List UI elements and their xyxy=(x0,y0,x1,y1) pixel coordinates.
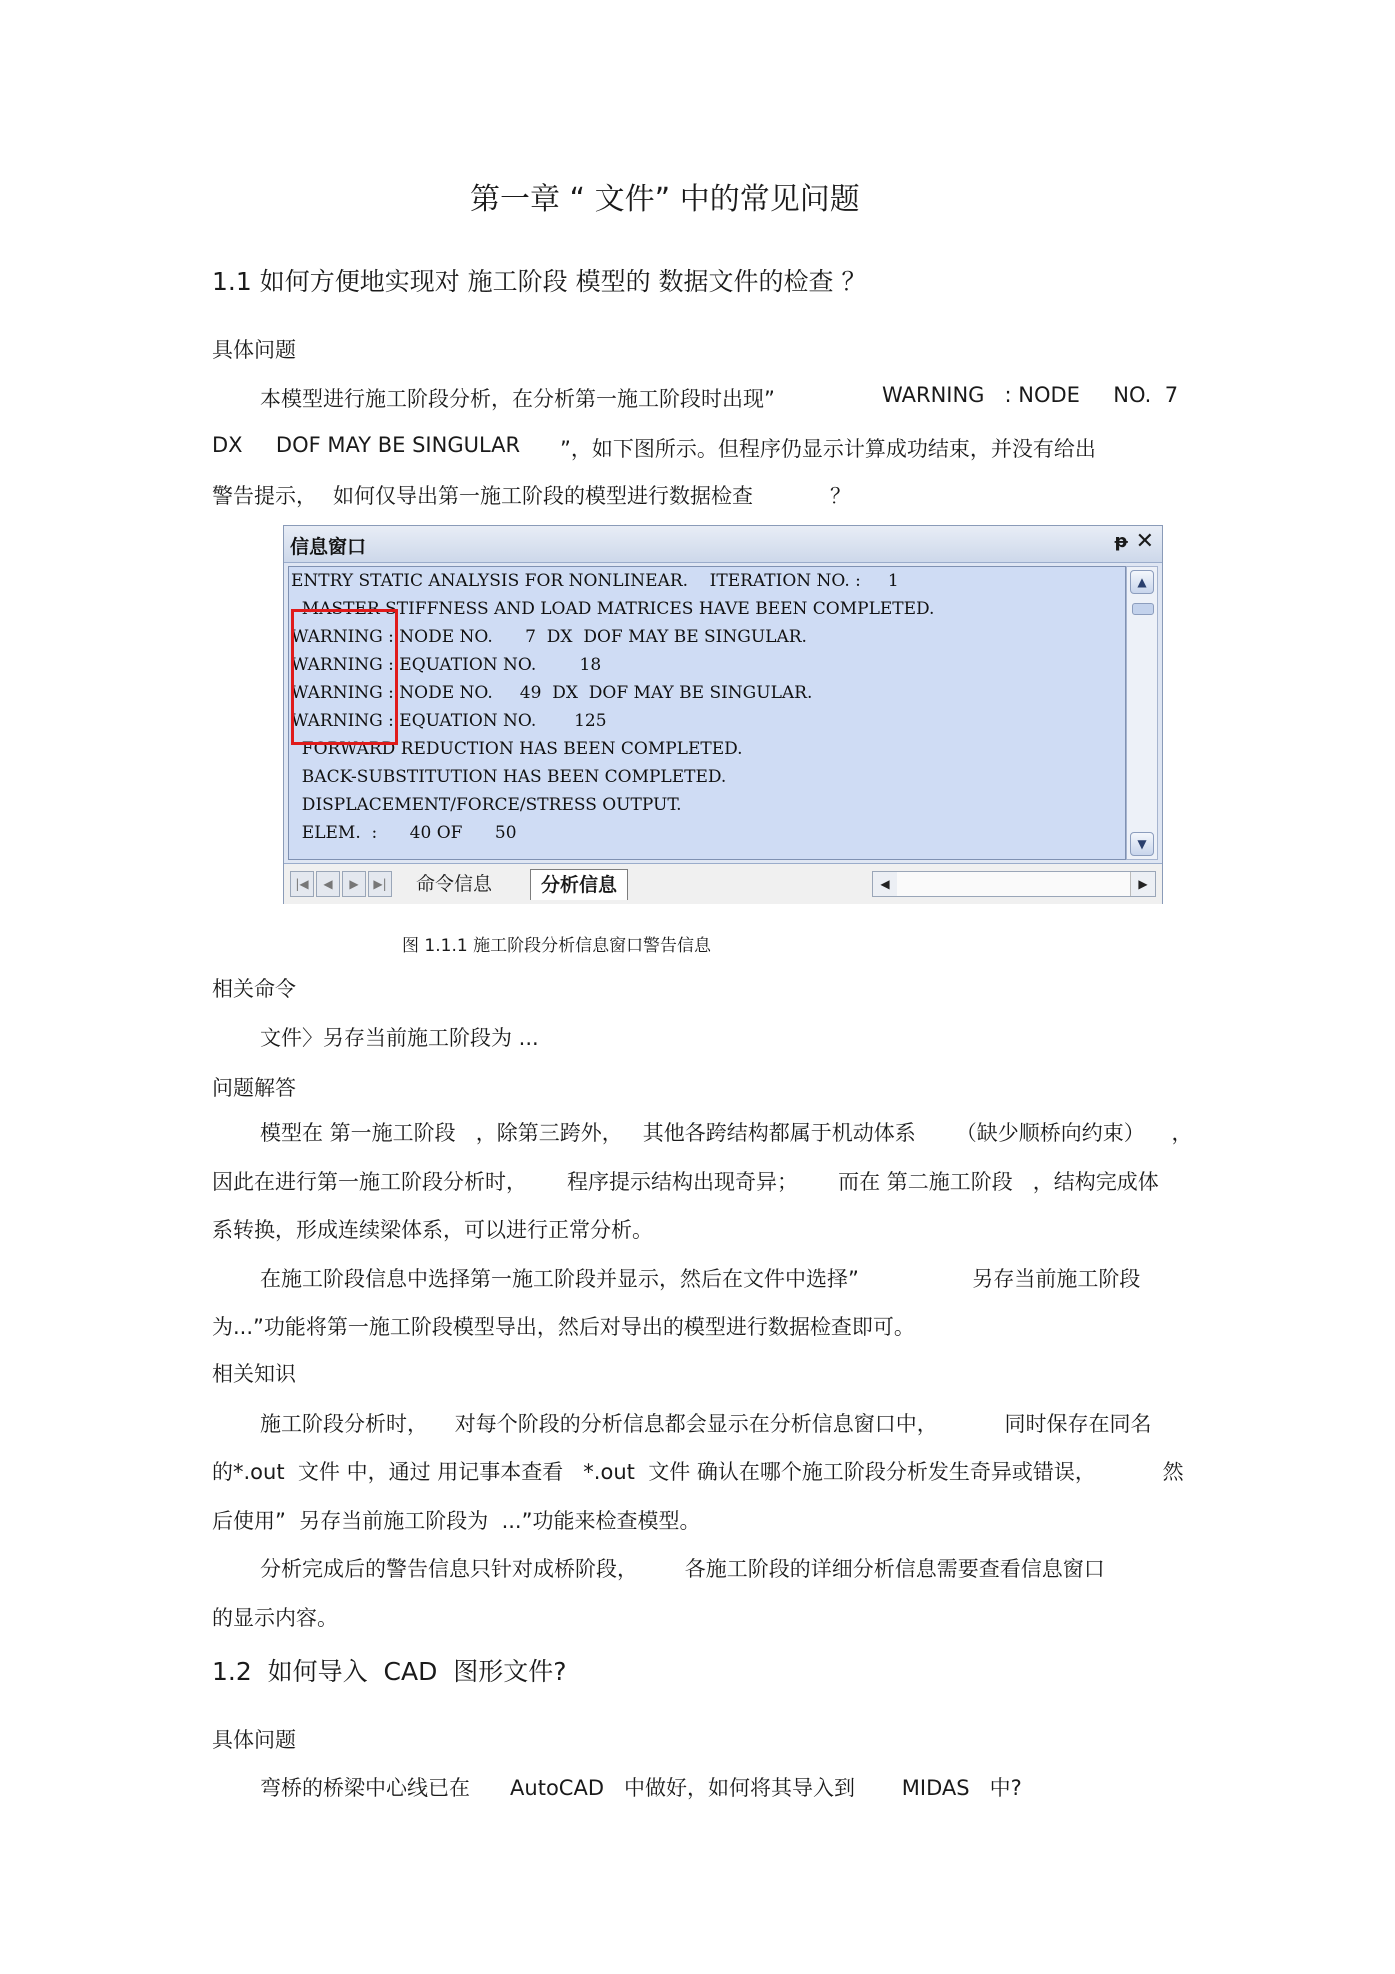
log-line: FORWARD REDUCTION HAS BEEN COMPLETED. xyxy=(291,739,743,759)
log-line: WARNING : EQUATION NO. 18 xyxy=(291,655,602,675)
vertical-scrollbar[interactable] xyxy=(1126,566,1158,860)
knowledge-p1-line2: 的*.out 文件 中，通过 用记事本查看 *.out 文件 确认在哪个施工阶段分析发生奇异或错误， 然 xyxy=(212,1460,1184,1484)
figure-caption: 图 1.1.1 施工阶段分析信息窗口警告信息 xyxy=(402,936,712,956)
knowledge-p1-line3: 后使用” 另存当前施工阶段为 ...”功能来检查模型。 xyxy=(212,1509,701,1533)
problem-line-3c: ？ xyxy=(830,484,851,508)
last-tab-icon[interactable]: ▶| xyxy=(368,871,392,897)
section-1-2-line1: 弯桥的桥梁中心线已在 AutoCAD 中做好，如何将其导入到 MIDAS 中? xyxy=(260,1776,1022,1800)
answer-p2-line1: 在施工阶段信息中选择第一施工阶段并显示，然后在文件中选择” 另存当前施工阶段 xyxy=(260,1267,1141,1291)
answer-p1-line1: 模型在 第一施工阶段 ，除第三跨外， 其他各跨结构都属于机动体系 （缺少顺桥向约束） ， xyxy=(260,1121,1193,1145)
log-line: WARNING : EQUATION NO. 125 xyxy=(291,711,607,731)
knowledge-p2-line1: 分析完成后的警告信息只针对成桥阶段， 各施工阶段的详细分析信息需要查看信息窗口 xyxy=(260,1557,1105,1581)
knowledge-p2-line2: 的显示内容。 xyxy=(212,1606,338,1630)
chapter-title: 第一章 “ 文件” 中的常见问题 xyxy=(470,182,860,217)
pin-icon[interactable]: ᵽ xyxy=(1114,531,1128,552)
knowledge-p1-line1: 施工阶段分析时， 对每个阶段的分析信息都会显示在分析信息窗口中， 同时保存在同名 xyxy=(260,1412,1152,1436)
problem-line-2-cn: ”，如下图所示。但程序仍显示计算成功结束，并没有给出 xyxy=(560,437,1096,461)
log-line: WARNING : NODE NO. 49 DX DOF MAY BE SINGULAR. xyxy=(291,683,813,703)
scroll-left-icon[interactable]: ◀ xyxy=(873,872,897,896)
problem-line-2-en: DX DOF MAY BE SINGULAR xyxy=(212,433,521,457)
tab-analysis-info[interactable]: 分析信息 xyxy=(530,869,628,900)
warning-highlight-box xyxy=(291,609,398,745)
problem-line-3a: 警告提示， xyxy=(212,484,317,508)
next-tab-icon[interactable]: ▶ xyxy=(342,871,366,897)
problem-line-1-en: WARNING : NODE NO. 7 xyxy=(882,383,1179,407)
related-command-text: 文件〉另存当前施工阶段为 ... xyxy=(260,1026,539,1050)
section-1-1-heading: 1.1 如何方便地实现对 施工阶段 模型的 数据文件的检查 ？ xyxy=(212,267,867,296)
log-line: WARNING : NODE NO. 7 DX DOF MAY BE SINGULAR. xyxy=(291,627,807,647)
log-line: BACK-SUBSTITUTION HAS BEEN COMPLETED. xyxy=(291,767,727,787)
answer-label: 问题解答 xyxy=(212,1076,296,1100)
scroll-up-icon[interactable]: ▲ xyxy=(1130,570,1154,594)
answer-p1-line2: 因此在进行第一施工阶段分析时， 程序提示结构出现奇异； 而在 第二施工阶段 ，结构完成体 xyxy=(212,1170,1159,1194)
first-tab-icon[interactable]: |◀ xyxy=(290,871,314,897)
close-icon[interactable]: ✕ xyxy=(1135,529,1154,554)
scroll-right-icon[interactable]: ▶ xyxy=(1130,872,1155,896)
info-window-title: 信息窗口 xyxy=(290,536,367,558)
log-line: ENTRY STATIC ANALYSIS FOR NONLINEAR. ITERATION NO. : 1 xyxy=(291,571,899,591)
scroll-thumb[interactable] xyxy=(1132,603,1154,615)
problem-line-3b: 如何仅导出第一施工阶段的模型进行数据检查 xyxy=(333,484,753,508)
problem-line-1: 本模型进行施工阶段分析，在分析第一施工阶段时出现” xyxy=(260,387,775,411)
log-line: ELEM. : 40 OF 50 xyxy=(291,823,517,843)
answer-p1-line3: 系转换，形成连续梁体系，可以进行正常分析。 xyxy=(212,1218,653,1242)
info-window-titlebar xyxy=(284,526,1162,563)
section-1-2-heading: 1.2 如何导入 CAD 图形文件? xyxy=(212,1657,567,1686)
answer-p2-line2: 为...”功能将第一施工阶段模型导出，然后对导出的模型进行数据检查即可。 xyxy=(212,1315,915,1339)
tab-bar xyxy=(284,863,1162,904)
prev-tab-icon[interactable]: ◀ xyxy=(316,871,340,897)
knowledge-label: 相关知识 xyxy=(212,1362,296,1386)
horizontal-scrollbar[interactable] xyxy=(872,871,1156,897)
log-content xyxy=(288,566,1126,860)
info-window xyxy=(283,525,1163,904)
related-command-label: 相关命令 xyxy=(212,977,296,1001)
tab-command-info[interactable]: 命令信息 xyxy=(416,873,493,895)
log-line: DISPLACEMENT/FORCE/STRESS OUTPUT. xyxy=(291,795,682,815)
log-line: MASTER STIFFNESS AND LOAD MATRICES HAVE BEEN COMPLETED. xyxy=(291,599,935,619)
problem-label: 具体问题 xyxy=(212,338,296,362)
section-1-2-problem-label: 具体问题 xyxy=(212,1728,296,1752)
scroll-down-icon[interactable]: ▼ xyxy=(1130,832,1154,856)
